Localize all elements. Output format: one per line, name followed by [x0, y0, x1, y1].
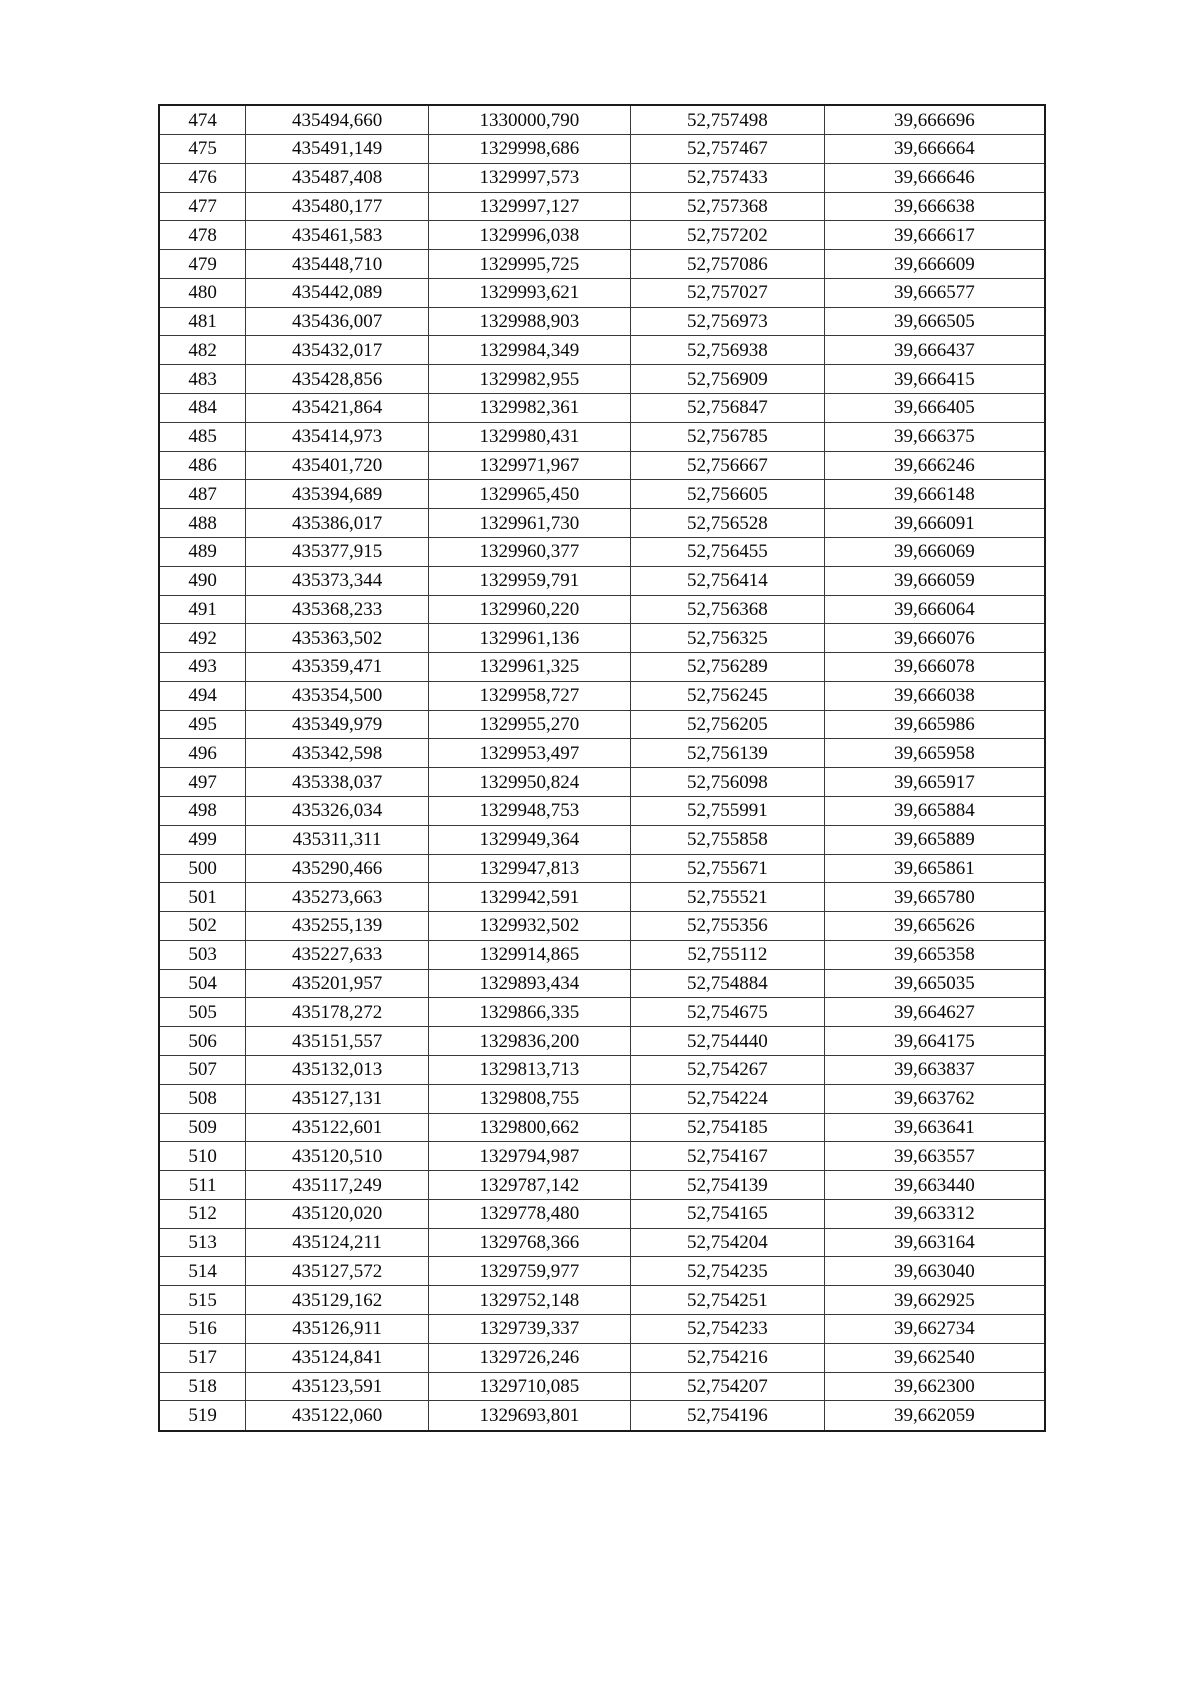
value-cell: 39,665884: [824, 796, 1045, 825]
value-cell: 39,666091: [824, 509, 1045, 538]
value-cell: 39,662925: [824, 1286, 1045, 1315]
table-row: [159, 192, 1045, 221]
value-cell: 39,665917: [824, 768, 1045, 797]
value-cell: 52,756938: [630, 336, 824, 365]
value-cell: 52,755991: [630, 796, 824, 825]
value-cell: 1329932,502: [428, 912, 630, 941]
row-index-cell: 504: [159, 969, 246, 998]
table-row: [159, 739, 1045, 768]
table-row: [159, 480, 1045, 509]
value-cell: 1329768,366: [428, 1228, 630, 1257]
table-row: [159, 105, 1045, 135]
value-cell: 52,756414: [630, 566, 824, 595]
value-cell: 435494,660: [246, 105, 429, 135]
value-cell: 1329971,967: [428, 451, 630, 480]
table-row: [159, 1142, 1045, 1171]
value-cell: 1329914,865: [428, 940, 630, 969]
value-cell: 1329710,085: [428, 1372, 630, 1401]
table-row: [159, 854, 1045, 883]
value-cell: 435151,557: [246, 1027, 429, 1056]
row-index-cell: 514: [159, 1257, 246, 1286]
value-cell: 52,756139: [630, 739, 824, 768]
table-row: [159, 1315, 1045, 1344]
table-row: [159, 1199, 1045, 1228]
value-cell: 1329988,903: [428, 307, 630, 336]
value-cell: 39,663762: [824, 1084, 1045, 1113]
value-cell: 435127,131: [246, 1084, 429, 1113]
value-cell: 52,756667: [630, 451, 824, 480]
table-row: [159, 912, 1045, 941]
row-index-cell: 503: [159, 940, 246, 969]
table-row: [159, 1401, 1045, 1431]
value-cell: 52,755112: [630, 940, 824, 969]
table-body: [159, 105, 1045, 1431]
value-cell: 39,662300: [824, 1372, 1045, 1401]
value-cell: 52,756847: [630, 394, 824, 423]
table-row: [159, 624, 1045, 653]
value-cell: 39,665861: [824, 854, 1045, 883]
value-cell: 52,756289: [630, 653, 824, 682]
value-cell: 1329787,142: [428, 1171, 630, 1200]
value-cell: 435359,471: [246, 653, 429, 682]
value-cell: 1329942,591: [428, 883, 630, 912]
row-index-cell: 479: [159, 250, 246, 279]
value-cell: 52,754440: [630, 1027, 824, 1056]
value-cell: 1329995,725: [428, 250, 630, 279]
value-cell: 1329961,136: [428, 624, 630, 653]
value-cell: 52,754235: [630, 1257, 824, 1286]
value-cell: 39,663557: [824, 1142, 1045, 1171]
value-cell: 39,666609: [824, 250, 1045, 279]
value-cell: 1329953,497: [428, 739, 630, 768]
value-cell: 52,756368: [630, 595, 824, 624]
value-cell: 435373,344: [246, 566, 429, 595]
value-cell: 39,666059: [824, 566, 1045, 595]
table-row: [159, 883, 1045, 912]
value-cell: 435122,060: [246, 1401, 429, 1431]
value-cell: 1329739,337: [428, 1315, 630, 1344]
row-index-cell: 484: [159, 394, 246, 423]
table-row: [159, 135, 1045, 164]
row-index-cell: 496: [159, 739, 246, 768]
value-cell: 52,757498: [630, 105, 824, 135]
value-cell: 435448,710: [246, 250, 429, 279]
value-cell: 52,754167: [630, 1142, 824, 1171]
value-cell: 435201,957: [246, 969, 429, 998]
value-cell: 435124,211: [246, 1228, 429, 1257]
table-row: [159, 710, 1045, 739]
value-cell: 39,666148: [824, 480, 1045, 509]
row-index-cell: 499: [159, 825, 246, 854]
row-index-cell: 498: [159, 796, 246, 825]
value-cell: 39,665035: [824, 969, 1045, 998]
table-row: [159, 566, 1045, 595]
value-cell: 1329950,824: [428, 768, 630, 797]
table-row: [159, 422, 1045, 451]
value-cell: 39,666577: [824, 278, 1045, 307]
value-cell: 39,662734: [824, 1315, 1045, 1344]
row-index-cell: 477: [159, 192, 246, 221]
table-row: [159, 307, 1045, 336]
value-cell: 52,756785: [630, 422, 824, 451]
value-cell: 52,757202: [630, 221, 824, 250]
value-cell: 52,755356: [630, 912, 824, 941]
value-cell: 39,666246: [824, 451, 1045, 480]
value-cell: 1329949,364: [428, 825, 630, 854]
row-index-cell: 474: [159, 105, 246, 135]
value-cell: 39,666437: [824, 336, 1045, 365]
value-cell: 39,666664: [824, 135, 1045, 164]
value-cell: 1329958,727: [428, 681, 630, 710]
table-row: [159, 365, 1045, 394]
value-cell: 435126,911: [246, 1315, 429, 1344]
value-cell: 52,755671: [630, 854, 824, 883]
value-cell: 435311,311: [246, 825, 429, 854]
row-index-cell: 508: [159, 1084, 246, 1113]
value-cell: 52,754204: [630, 1228, 824, 1257]
row-index-cell: 509: [159, 1113, 246, 1142]
value-cell: 435122,601: [246, 1113, 429, 1142]
value-cell: 1329693,801: [428, 1401, 630, 1431]
value-cell: 52,756973: [630, 307, 824, 336]
value-cell: 435120,510: [246, 1142, 429, 1171]
value-cell: 1329965,450: [428, 480, 630, 509]
table-row: [159, 1027, 1045, 1056]
value-cell: 39,665626: [824, 912, 1045, 941]
value-cell: 39,665780: [824, 883, 1045, 912]
value-cell: 435124,841: [246, 1343, 429, 1372]
value-cell: 435129,162: [246, 1286, 429, 1315]
table-row: [159, 653, 1045, 682]
value-cell: 52,756605: [630, 480, 824, 509]
table-row: [159, 1343, 1045, 1372]
value-cell: 1329778,480: [428, 1199, 630, 1228]
row-index-cell: 482: [159, 336, 246, 365]
value-cell: 52,756245: [630, 681, 824, 710]
value-cell: 1329836,200: [428, 1027, 630, 1056]
row-index-cell: 490: [159, 566, 246, 595]
table-row: [159, 998, 1045, 1027]
value-cell: 1329998,686: [428, 135, 630, 164]
row-index-cell: 475: [159, 135, 246, 164]
row-index-cell: 501: [159, 883, 246, 912]
value-cell: 435363,502: [246, 624, 429, 653]
row-index-cell: 486: [159, 451, 246, 480]
value-cell: 435326,034: [246, 796, 429, 825]
value-cell: 52,754224: [630, 1084, 824, 1113]
row-index-cell: 487: [159, 480, 246, 509]
value-cell: 435120,020: [246, 1199, 429, 1228]
row-index-cell: 476: [159, 163, 246, 192]
value-cell: 39,663312: [824, 1199, 1045, 1228]
value-cell: 435487,408: [246, 163, 429, 192]
table-row: [159, 595, 1045, 624]
value-cell: 39,666405: [824, 394, 1045, 423]
value-cell: 435432,017: [246, 336, 429, 365]
value-cell: 1329959,791: [428, 566, 630, 595]
value-cell: 435421,864: [246, 394, 429, 423]
value-cell: 52,756528: [630, 509, 824, 538]
table-row: [159, 1113, 1045, 1142]
value-cell: 1329726,246: [428, 1343, 630, 1372]
value-cell: 435178,272: [246, 998, 429, 1027]
value-cell: 52,757086: [630, 250, 824, 279]
value-cell: 52,754251: [630, 1286, 824, 1315]
value-cell: 39,666505: [824, 307, 1045, 336]
value-cell: 39,666038: [824, 681, 1045, 710]
value-cell: 435255,139: [246, 912, 429, 941]
value-cell: 435394,689: [246, 480, 429, 509]
value-cell: 39,666646: [824, 163, 1045, 192]
value-cell: 52,757368: [630, 192, 824, 221]
value-cell: 1329997,573: [428, 163, 630, 192]
value-cell: 435480,177: [246, 192, 429, 221]
value-cell: 39,664175: [824, 1027, 1045, 1056]
value-cell: 1329961,325: [428, 653, 630, 682]
value-cell: 52,754185: [630, 1113, 824, 1142]
value-cell: 1329984,349: [428, 336, 630, 365]
value-cell: 52,754216: [630, 1343, 824, 1372]
value-cell: 435132,013: [246, 1056, 429, 1085]
value-cell: 39,666696: [824, 105, 1045, 135]
value-cell: 1329866,335: [428, 998, 630, 1027]
value-cell: 39,664627: [824, 998, 1045, 1027]
value-cell: 52,754884: [630, 969, 824, 998]
value-cell: 1329794,987: [428, 1142, 630, 1171]
row-index-cell: 500: [159, 854, 246, 883]
value-cell: 1329960,220: [428, 595, 630, 624]
row-index-cell: 512: [159, 1199, 246, 1228]
value-cell: 39,666375: [824, 422, 1045, 451]
value-cell: 435117,249: [246, 1171, 429, 1200]
value-cell: 435290,466: [246, 854, 429, 883]
row-index-cell: 513: [159, 1228, 246, 1257]
value-cell: 1329752,148: [428, 1286, 630, 1315]
table-row: [159, 1372, 1045, 1401]
value-cell: 39,663837: [824, 1056, 1045, 1085]
table-row: [159, 796, 1045, 825]
value-cell: 39,665986: [824, 710, 1045, 739]
row-index-cell: 517: [159, 1343, 246, 1372]
table-row: [159, 825, 1045, 854]
table-row: [159, 969, 1045, 998]
row-index-cell: 495: [159, 710, 246, 739]
table-row: [159, 1056, 1045, 1085]
value-cell: 435127,572: [246, 1257, 429, 1286]
value-cell: 52,754196: [630, 1401, 824, 1431]
value-cell: 39,665889: [824, 825, 1045, 854]
row-index-cell: 492: [159, 624, 246, 653]
value-cell: 39,666076: [824, 624, 1045, 653]
value-cell: 39,663440: [824, 1171, 1045, 1200]
value-cell: 435273,663: [246, 883, 429, 912]
row-index-cell: 515: [159, 1286, 246, 1315]
row-index-cell: 507: [159, 1056, 246, 1085]
row-index-cell: 493: [159, 653, 246, 682]
value-cell: 435386,017: [246, 509, 429, 538]
value-cell: 39,666078: [824, 653, 1045, 682]
row-index-cell: 502: [159, 912, 246, 941]
value-cell: 39,666415: [824, 365, 1045, 394]
row-index-cell: 516: [159, 1315, 246, 1344]
value-cell: 435377,915: [246, 537, 429, 566]
value-cell: 52,756098: [630, 768, 824, 797]
value-cell: 435461,583: [246, 221, 429, 250]
value-cell: 52,754267: [630, 1056, 824, 1085]
row-index-cell: 518: [159, 1372, 246, 1401]
row-index-cell: 510: [159, 1142, 246, 1171]
value-cell: 39,666617: [824, 221, 1045, 250]
value-cell: 435227,633: [246, 940, 429, 969]
value-cell: 435338,037: [246, 768, 429, 797]
value-cell: 39,666638: [824, 192, 1045, 221]
row-index-cell: 494: [159, 681, 246, 710]
row-index-cell: 485: [159, 422, 246, 451]
row-index-cell: 505: [159, 998, 246, 1027]
value-cell: 435442,089: [246, 278, 429, 307]
value-cell: 435401,720: [246, 451, 429, 480]
value-cell: 435428,856: [246, 365, 429, 394]
table-row: [159, 1171, 1045, 1200]
table-row: [159, 940, 1045, 969]
table-row: [159, 537, 1045, 566]
row-index-cell: 478: [159, 221, 246, 250]
value-cell: 39,665358: [824, 940, 1045, 969]
value-cell: 52,757467: [630, 135, 824, 164]
table-row: [159, 1084, 1045, 1113]
value-cell: 435436,007: [246, 307, 429, 336]
value-cell: 435349,979: [246, 710, 429, 739]
value-cell: 1329893,434: [428, 969, 630, 998]
row-index-cell: 491: [159, 595, 246, 624]
value-cell: 1329808,755: [428, 1084, 630, 1113]
value-cell: 1329993,621: [428, 278, 630, 307]
value-cell: 1329982,955: [428, 365, 630, 394]
value-cell: 52,754675: [630, 998, 824, 1027]
value-cell: 39,666069: [824, 537, 1045, 566]
value-cell: 1329947,813: [428, 854, 630, 883]
value-cell: 52,757027: [630, 278, 824, 307]
table-row: [159, 451, 1045, 480]
value-cell: 1329996,038: [428, 221, 630, 250]
table-row: [159, 250, 1045, 279]
value-cell: 39,663641: [824, 1113, 1045, 1142]
value-cell: 1329955,270: [428, 710, 630, 739]
row-index-cell: 483: [159, 365, 246, 394]
row-index-cell: 489: [159, 537, 246, 566]
value-cell: 39,662540: [824, 1343, 1045, 1372]
table-container: [158, 104, 1046, 1432]
value-cell: 1329813,713: [428, 1056, 630, 1085]
table-row: [159, 221, 1045, 250]
value-cell: 1329800,662: [428, 1113, 630, 1142]
table-row: [159, 768, 1045, 797]
value-cell: 52,754233: [630, 1315, 824, 1344]
value-cell: 52,754207: [630, 1372, 824, 1401]
value-cell: 1329980,431: [428, 422, 630, 451]
value-cell: 1329961,730: [428, 509, 630, 538]
value-cell: 52,755858: [630, 825, 824, 854]
value-cell: 1329759,977: [428, 1257, 630, 1286]
value-cell: 1329960,377: [428, 537, 630, 566]
row-index-cell: 506: [159, 1027, 246, 1056]
table-row: [159, 681, 1045, 710]
value-cell: 435123,591: [246, 1372, 429, 1401]
table-row: [159, 1286, 1045, 1315]
value-cell: 435342,598: [246, 739, 429, 768]
value-cell: 52,757433: [630, 163, 824, 192]
table-row: [159, 336, 1045, 365]
value-cell: 52,756325: [630, 624, 824, 653]
value-cell: 39,663040: [824, 1257, 1045, 1286]
value-cell: 435368,233: [246, 595, 429, 624]
value-cell: 1329982,361: [428, 394, 630, 423]
value-cell: 1330000,790: [428, 105, 630, 135]
table-row: [159, 163, 1045, 192]
table-row: [159, 1228, 1045, 1257]
row-index-cell: 519: [159, 1401, 246, 1431]
table-row: [159, 509, 1045, 538]
value-cell: 435491,149: [246, 135, 429, 164]
row-index-cell: 497: [159, 768, 246, 797]
table-row: [159, 1257, 1045, 1286]
value-cell: 39,665958: [824, 739, 1045, 768]
value-cell: 52,756205: [630, 710, 824, 739]
row-index-cell: 488: [159, 509, 246, 538]
value-cell: 52,754165: [630, 1199, 824, 1228]
value-cell: 39,662059: [824, 1401, 1045, 1431]
value-cell: 39,666064: [824, 595, 1045, 624]
data-table: [158, 104, 1046, 1432]
row-index-cell: 481: [159, 307, 246, 336]
row-index-cell: 511: [159, 1171, 246, 1200]
row-index-cell: 480: [159, 278, 246, 307]
value-cell: 435354,500: [246, 681, 429, 710]
value-cell: 1329948,753: [428, 796, 630, 825]
value-cell: 52,755521: [630, 883, 824, 912]
value-cell: 39,663164: [824, 1228, 1045, 1257]
value-cell: 52,754139: [630, 1171, 824, 1200]
value-cell: 52,756455: [630, 537, 824, 566]
table-row: [159, 394, 1045, 423]
value-cell: 435414,973: [246, 422, 429, 451]
value-cell: 1329997,127: [428, 192, 630, 221]
value-cell: 52,756909: [630, 365, 824, 394]
table-row: [159, 278, 1045, 307]
